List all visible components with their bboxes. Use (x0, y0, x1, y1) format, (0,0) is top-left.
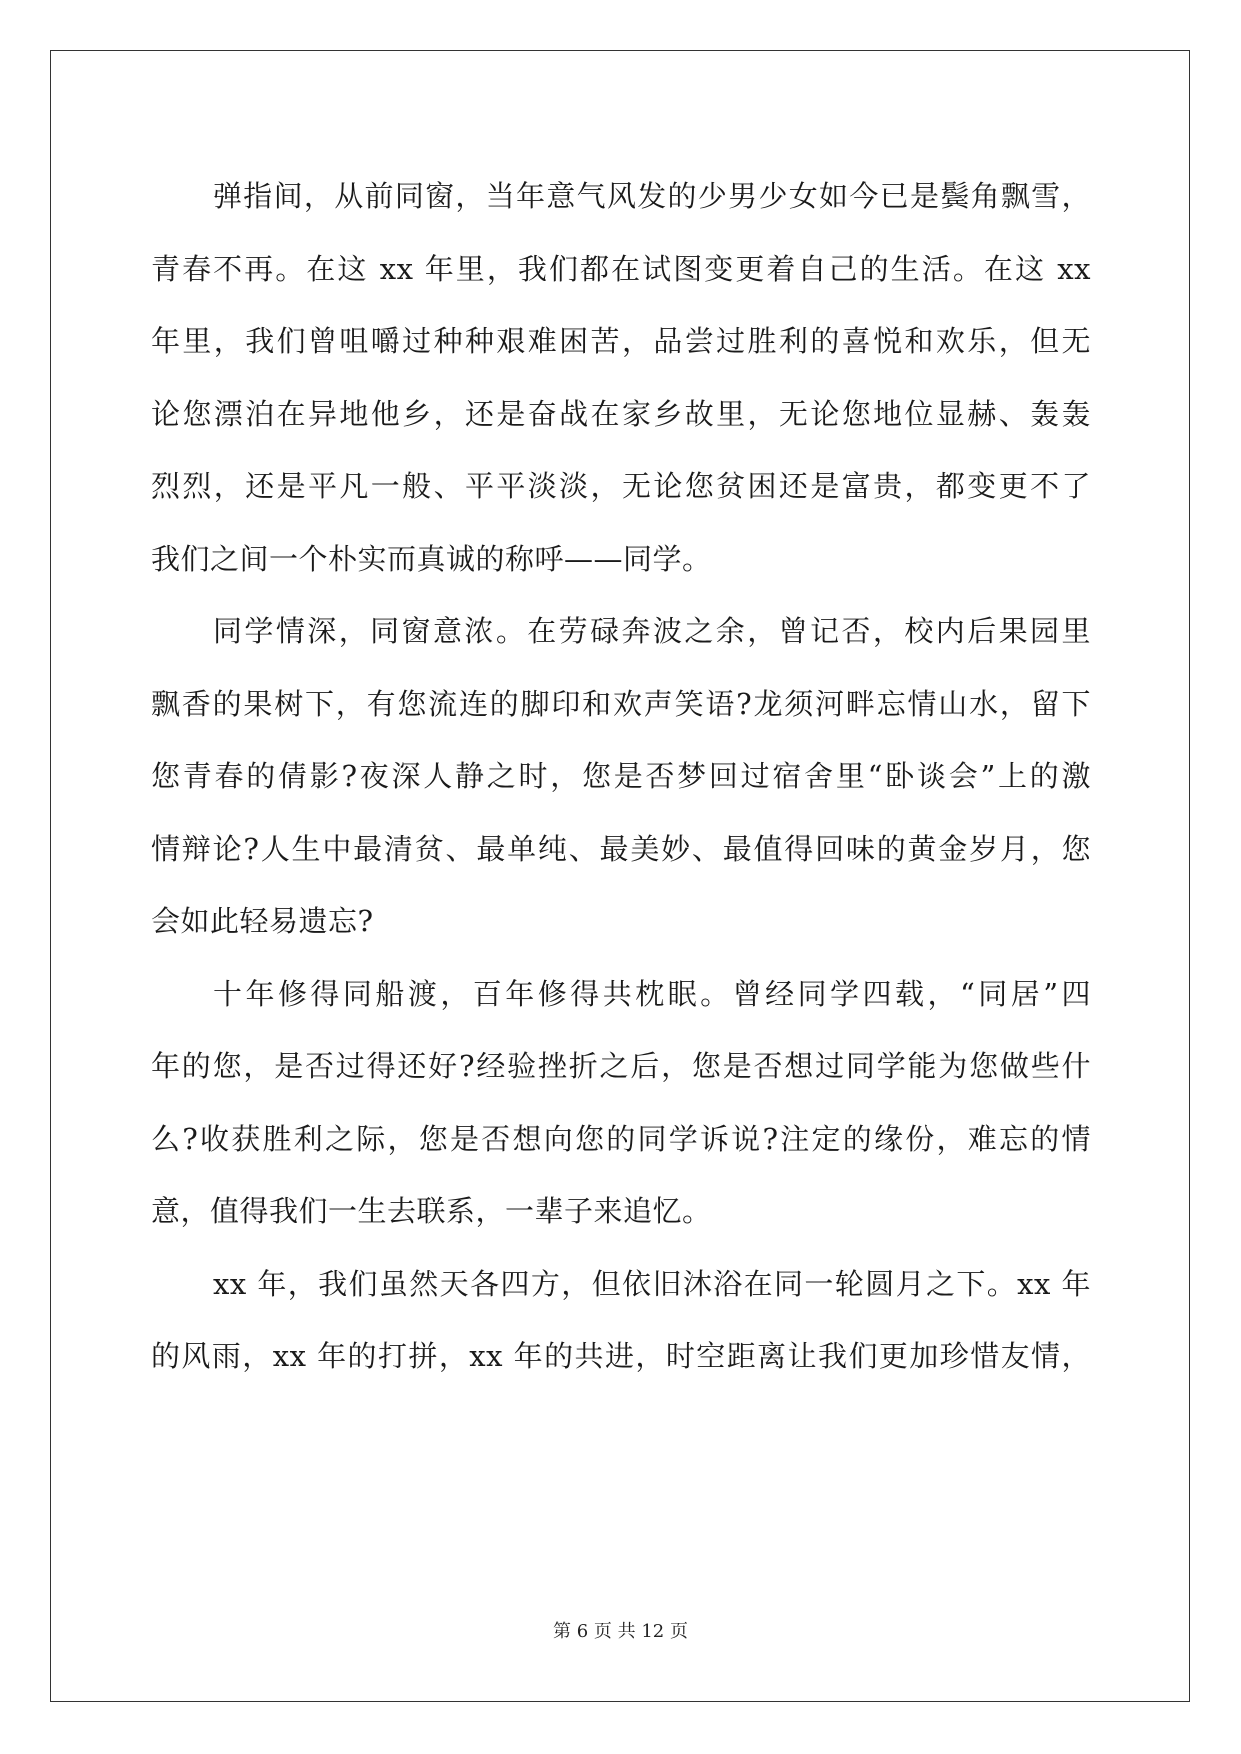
text-line: 会如此轻易遗忘? (151, 904, 374, 938)
text-line: 我们之间一个朴实而真诚的称呼——同学。 (151, 541, 712, 576)
text-line: 青春不再。在这 xx 年里，我们都在试图变更着自己的生活。在这 xx (151, 251, 1091, 286)
text-line: 十年修得同船渡，百年修得共枕眠。曾经同学四载，“同居”四 (213, 976, 1091, 1011)
text-line: xx 年，我们虽然天各四方，但依旧沐浴在同一轮圆月之下。xx 年 (213, 1266, 1091, 1301)
text-line: 您青春的倩影?夜深人静之时，您是否梦回过宿舍里“卧谈会”上的激 (151, 759, 1091, 793)
text-line: 同学情深，同窗意浓。在劳碌奔波之余，曾记否，校内后果园里 (213, 614, 1091, 648)
text-line: 情辩论?人生中最清贫、最单纯、最美妙、最值得回味的黄金岁月，您 (151, 831, 1091, 866)
text-line: 意，值得我们一生去联系，一辈子来追忆。 (151, 1194, 712, 1228)
text-line: 的风雨，xx 年的打拼，xx 年的共进，时空距离让我们更加珍惜友情， (151, 1339, 1091, 1373)
text-line: 么?收获胜利之际，您是否想向您的同学诉说?注定的缘份，难忘的情 (151, 1121, 1091, 1156)
text-line: 论您漂泊在异地他乡，还是奋战在家乡故里，无论您地位显赫、轰轰 (151, 396, 1091, 431)
page-number-footer: 第 6 页 共 12 页 (553, 1621, 688, 1642)
text-line: 年的您，是否过得还好?经验挫折之后，您是否想过同学能为您做些什 (151, 1049, 1091, 1083)
text-line: 年里，我们曾咀嚼过种种艰难困苦，品尝过胜利的喜悦和欢乐，但无 (151, 324, 1091, 358)
text-line: 烈烈，还是平凡一般、平平淡淡，无论您贫困还是富贵，都变更不了 (151, 469, 1091, 503)
text-line: 飘香的果树下，有您流连的脚印和欢声笑语?龙须河畔忘情山水，留下 (151, 686, 1091, 721)
document-body (151, 160, 1091, 1393)
text-line: 弹指间，从前同窗，当年意气风发的少男少女如今已是鬓角飘雪， (213, 179, 1091, 213)
